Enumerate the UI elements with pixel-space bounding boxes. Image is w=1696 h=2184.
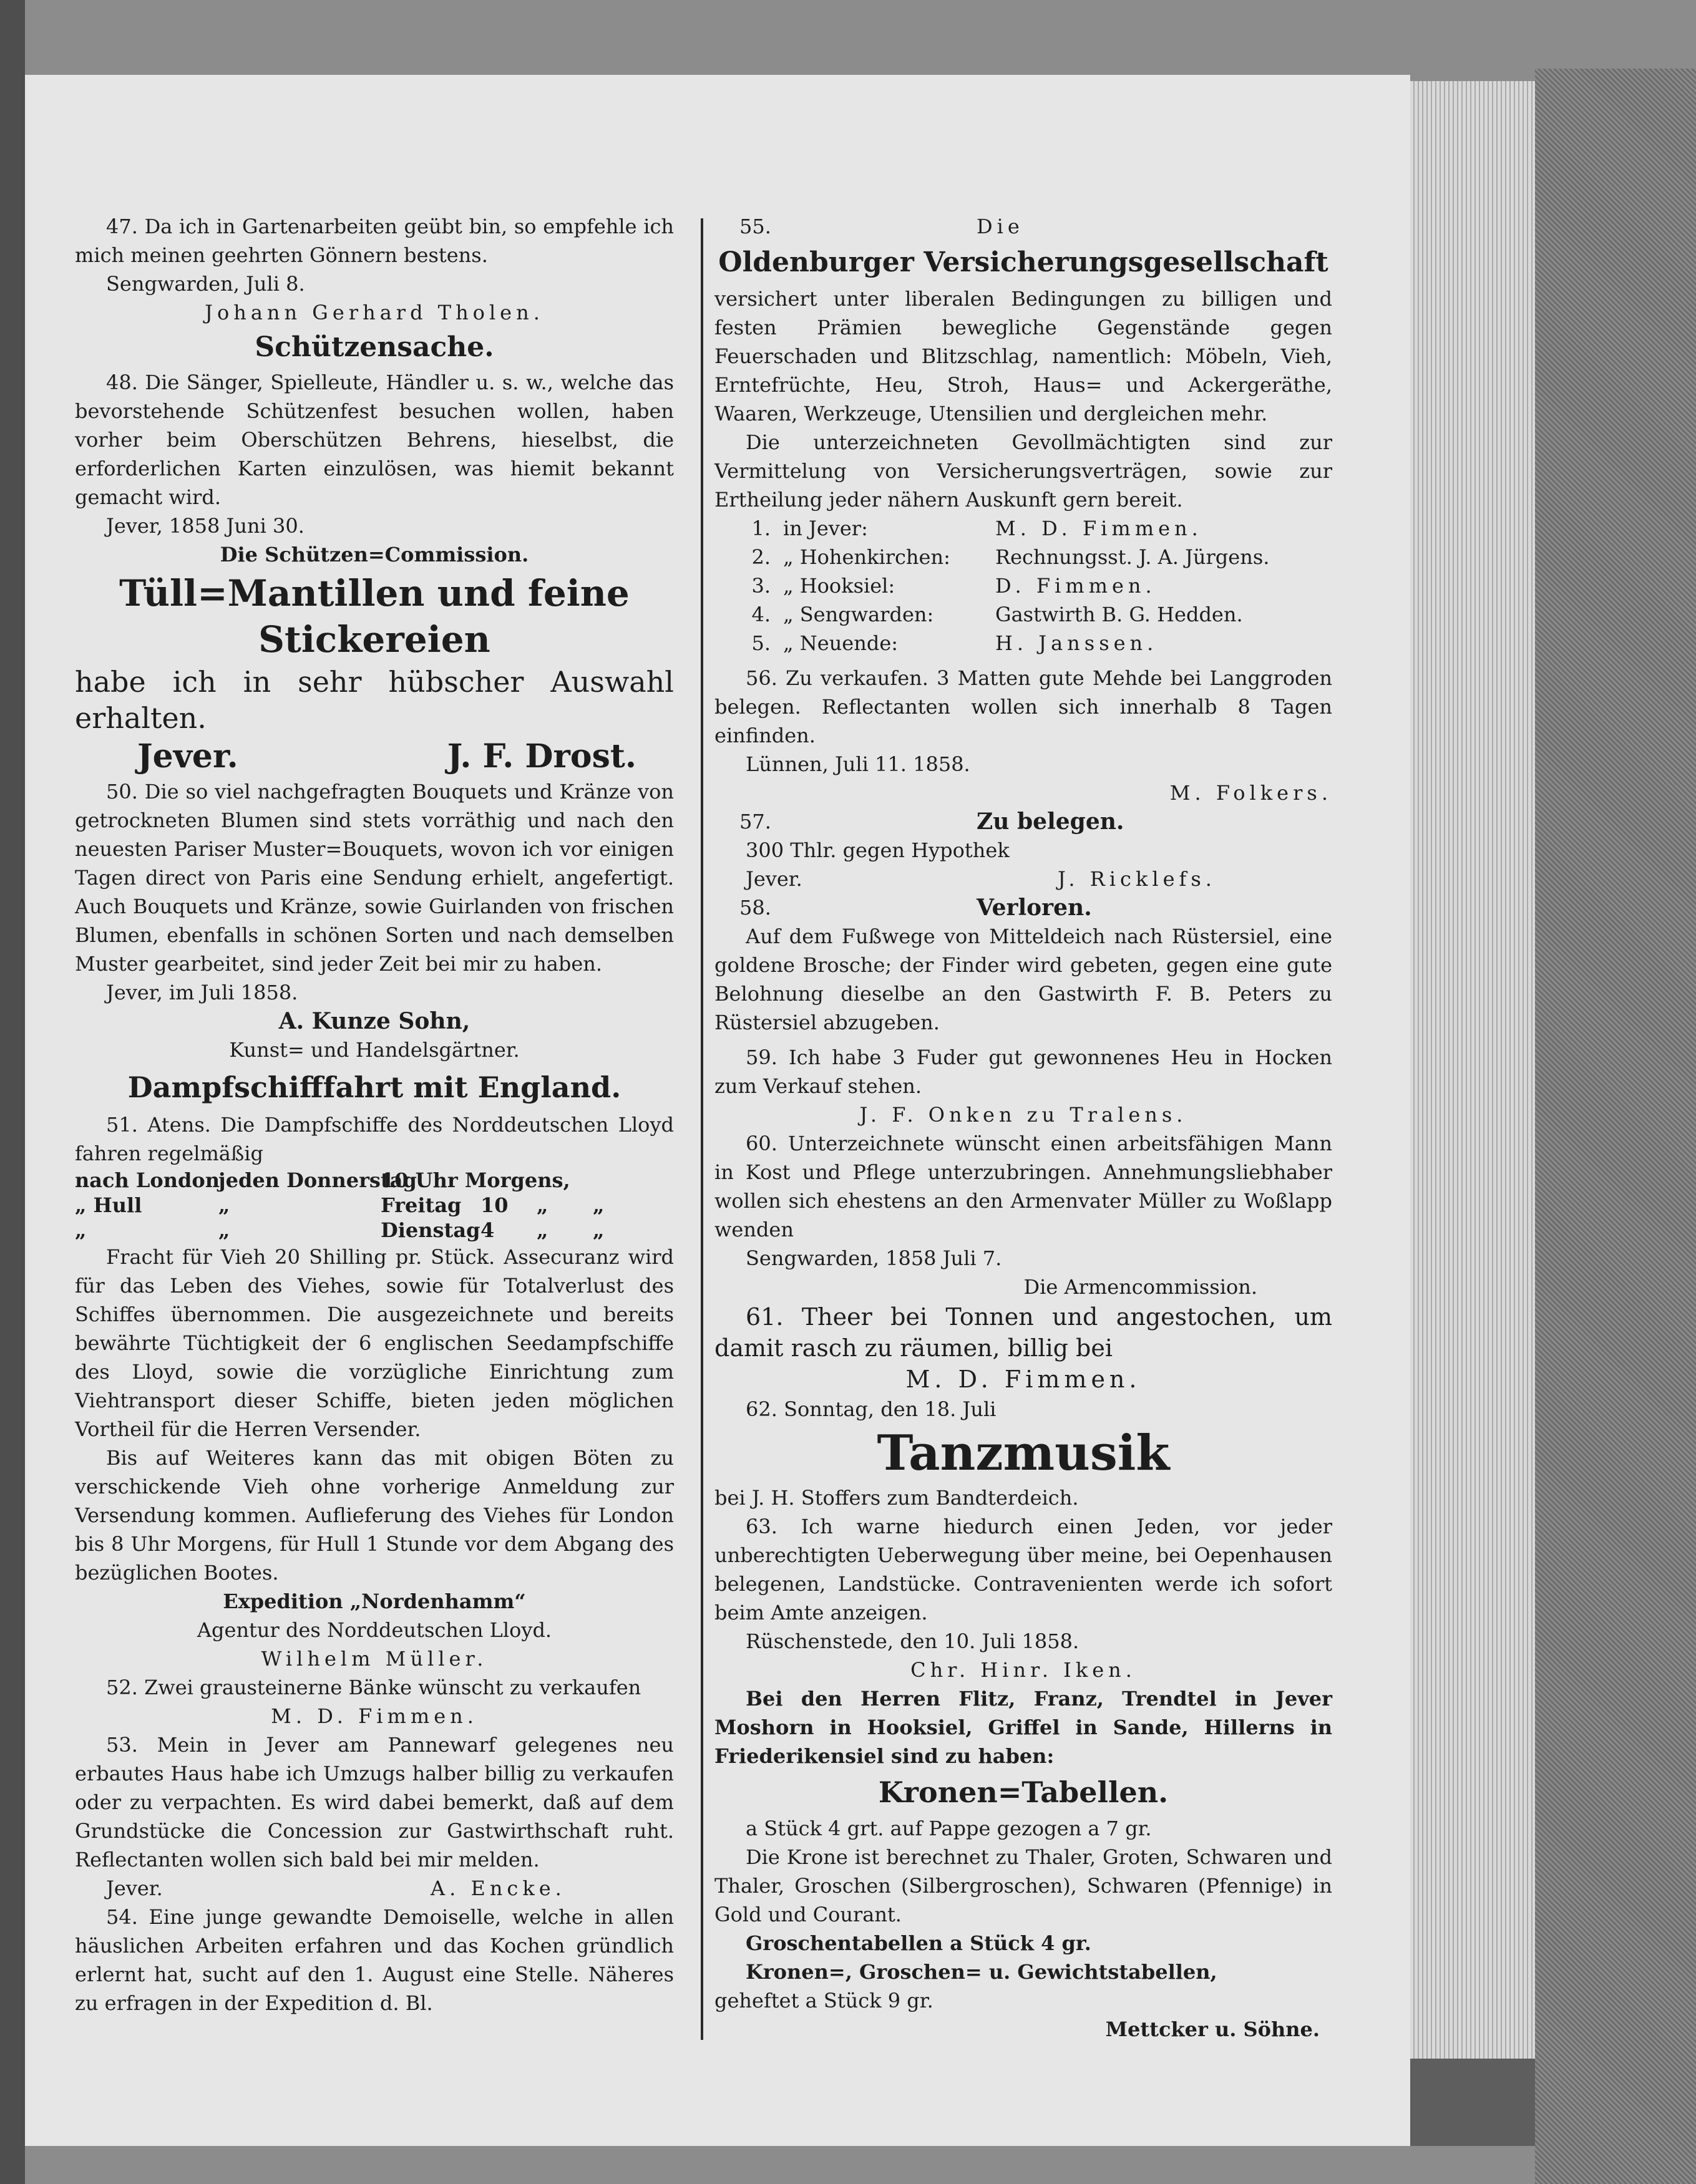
ad-text: 52. Zwei grausteinerne Bänke wünscht zu verkaufen [106, 1676, 641, 1699]
ad-63 [714, 1512, 1332, 1684]
ad-text: geheftet a Stück 9 gr. [714, 1989, 933, 2012]
ad-55 [714, 212, 1332, 658]
agent-row: 1. in Jever: M. D. Fimmen. [751, 517, 1202, 540]
ad-text: 54. Eine junge gewandte Demoiselle, welche in allen häuslichen Arbeiten erfahren und das Kochen gründlich erlernt hat, sucht auf den 1. August eine Stelle. Näheres zu erfragen in der Expedition d. Bl. [75, 1905, 674, 2015]
book-cover [1535, 69, 1696, 2184]
ad-text: 53. Mein in Jever am Pannewarf gelegenes neu erbautes Haus habe ich Umzugs halber billig zu verkaufen oder zu verpachten. Es wird dabei bemerkt, daß auf dem Grundstücke die Concession zur Gastwirthschaft ruht. Reflectanten wollen sich bald bei mir melden. [75, 1733, 674, 1871]
ad-text: 48. Die Sänger, Spielleute, Händler u. s. w., welche das bevorstehende Schützenfest besuchen wollen, haben vorher beim Oberschützen Behrens, hieselbst, die erforderlichen Karten einzulösen, was hiemit bekannt gemacht wird. [75, 371, 674, 509]
ad-signature: M. D. Fimmen. [905, 1366, 1141, 1393]
ad-die: Die [977, 215, 1024, 238]
newspaper-page [25, 75, 1410, 2146]
ad-60 [714, 1129, 1332, 1301]
ad-59 [714, 1043, 1332, 1129]
ad-text: 47. Da ich in Gartenarbeiten geübt bin, so empfehle ich mich meinen geehrten Gönnern bestens. [75, 215, 674, 267]
page-stack-edge [1410, 81, 1535, 2065]
ad-47 [75, 212, 674, 327]
ad-53 [75, 1730, 674, 1903]
ship-schedule [75, 1168, 674, 1243]
ad-heading: Zu belegen. [977, 808, 1124, 835]
ad-place: Sengwarden, Juli 8. [106, 272, 305, 296]
ad-heading: Dampfschifffahrt mit England. [127, 1070, 621, 1104]
ad-57 [714, 807, 1332, 893]
right-column [714, 212, 1332, 2044]
ad-heading: Oldenburger Versicherungsgesellschaft [718, 246, 1328, 278]
ad-54 [75, 1903, 674, 2017]
ad-text: Kronen=, Groschen= u. Gewichtstabellen, [746, 1960, 1217, 1984]
ad-text: 50. Die so viel nachgefragten Bouquets und Kränze von getrockneten Blumen sind stets vorräthig und nach den neuesten Pariser Muster=Bouquets, wovon ich vor einigen Tagen direct von Paris eine Sendung erhielt, angefertigt. Auch Bouquets und Kränze, sowie Guirlanden von frischen Blumen, ebenfalls in schönen Sorten und nach demselben Muster gearbeitet, sind jeder Zeit bei mir zu haben. [75, 780, 674, 976]
ad-signature: Chr. Hinr. Iken. [910, 1658, 1136, 1682]
agent-row: 2. „ Hohenkirchen: Rechnungsst. J. A. Jürgens. [751, 545, 1270, 569]
ad-signature: Agentur des Norddeutschen Lloyd. [197, 1618, 552, 1642]
ad-text: Auf dem Fußwege von Mitteldeich nach Rüstersiel, eine goldene Brosche; der Finder wird gebeten, gegen eine gute Belohnung dieselbe an den Gastwirth F. B. Peters zu Rüstersiel abzugeben. [714, 925, 1332, 1034]
left-column [75, 212, 674, 2017]
ad-heading: Kronen=Tabellen. [878, 1775, 1169, 1809]
agent-row: 3. „ Hooksiel: D. Fimmen. [751, 574, 1156, 598]
ad-51 [75, 1067, 674, 1673]
ad-heading: Schützensache. [255, 331, 494, 363]
schedule-row: „ Hull „ Freitag 10 „ „ [75, 1193, 605, 1217]
ad-place: Jever, im Juli 1858. [106, 981, 298, 1004]
ad-signature: M. D. Fimmen. [271, 1704, 478, 1728]
schedule-row: „ „ Dienstag 4 „ „ [75, 1218, 605, 1242]
ad-text: 62. Sonntag, den 18. Juli [746, 1397, 997, 1421]
agent-row: 4. „ Sengwarden: Gastwirth B. G. Hedden. [751, 603, 1243, 626]
ad-signature: J. F. Drost. [447, 737, 636, 775]
ad-heading: Stickereien [258, 618, 490, 661]
ad-signature: Johann Gerhard Tholen. [205, 301, 544, 324]
ad-signature: Die Armencommission. [1023, 1275, 1257, 1299]
ad-number: 58. [739, 896, 771, 920]
ad-58 [714, 893, 1332, 1037]
ad-signature: Die Schützen=Commission. [220, 543, 529, 566]
agent-row: 5. „ Neuende: H. Janssen. [751, 631, 1158, 655]
ad-number: 55. [739, 215, 771, 238]
ad-signature: M. Folkers. [1169, 781, 1332, 805]
ad-place: Jever. [106, 1876, 163, 1900]
column-rule [701, 218, 703, 2040]
ad-text: Groschentabellen a Stück 4 gr. [746, 1931, 1091, 1955]
ad-text: 56. Zu verkaufen. 3 Matten gute Mehde bei Langgroden belegen. Reflectanten wollen sich innerhalb 8 Tagen einfinden. [714, 666, 1332, 747]
ad-text: 63. Ich warne hiedurch einen Jeden, vor jeder unberechtigten Ueberwegung über meine, bei Oepenhausen belegenen, Landstücke. Contravenienten werde ich sofort beim Amte anzeigen. [714, 1515, 1332, 1624]
ad-signature: Mettcker u. Söhne. [1105, 2017, 1320, 2041]
agent-list [714, 514, 1332, 658]
ad-signature: Expedition „Nordenhamm“ [223, 1589, 526, 1613]
ad-text: Fracht für Vieh 20 Shilling pr. Stück. Assecuranz wird für das Leben des Viehes, sowie für Totalverlust des Schiffes übernommen. Die ausgezeichnete und bereits bewährte Tüchtigkeit der 6 englischen Seedampfschiffe des Lloyd, sowie die vorzügliche Einrichtung zum Viehtransport dieser Schiffe, bieten jeden möglichen Vortheil für die Herren Versender. [75, 1245, 674, 1441]
ad-place: Jever. [137, 737, 238, 775]
ad-52 [75, 1673, 674, 1730]
ad-place: Rüschenstede, den 10. Juli 1858. [746, 1629, 1079, 1653]
ad-signature: J. Ricklefs. [1058, 867, 1216, 891]
ad-place: Jever, 1858 Juni 30. [106, 514, 305, 538]
ad-text: versichert unter liberalen Bedingungen zu billigen und festen Prämien bewegliche Gegenstände gegen Feuerschaden und Blitzschlag, namentlich: Möbeln, Vieh, Erntefrüchte, Heu, Stroh, Haus= und Ackergeräthe, Waaren, Werkzeuge, Utensilien und dergleichen mehr. [714, 287, 1332, 425]
ad-text: 61. Theer bei Tonnen und angestochen, um damit rasch zu räumen, billig bei [714, 1303, 1332, 1362]
ad-text: 59. Ich habe 3 Fuder gut gewonnenes Heu in Hocken zum Verkauf stehen. [714, 1046, 1332, 1098]
ad-text: bei J. H. Stoffers zum Bandterdeich. [714, 1486, 1079, 1510]
ad-text: Die unterzeichneten Gevollmächtigten sind zur Vermittelung von Versicherungsverträgen, sowie zur Ertheilung jeder nähern Auskunft gern bereit. [714, 430, 1332, 512]
ad-signature: J. F. Onken zu Tralens. [859, 1103, 1187, 1127]
schedule-row: nach London jeden Donnerstag 10 Uhr Morgens, [75, 1168, 570, 1192]
ad-64 [714, 1684, 1332, 2044]
ad-48 [75, 329, 674, 569]
ad-text: Die Krone ist berechnet zu Thaler, Groten, Schwaren und Thaler, Groschen (Silbergroschen), Schwaren (Pfennige) in Gold und Courant. [714, 1845, 1332, 1926]
ad-heading: Tanzmusik [877, 1425, 1170, 1482]
ad-text: Bei den Herren Flitz, Franz, Trendtel in Jever Moshorn in Hooksiel, Griffel in Sande, Hillerns in Friederikensiel sind zu haben: [714, 1687, 1332, 1768]
ad-place: Lünnen, Juli 11. 1858. [746, 752, 970, 776]
ad-50 [75, 777, 674, 1064]
ad-62 [714, 1395, 1332, 1512]
ad-text: 300 Thlr. gegen Hypothek [746, 838, 1010, 862]
ad-signature: A. Encke. [431, 1876, 566, 1900]
ad-signature: A. Kunze Sohn, [278, 1008, 470, 1034]
ad-place: Jever. [746, 867, 802, 891]
ad-text: a Stück 4 grt. auf Pappe gezogen a 7 gr. [746, 1817, 1152, 1840]
ad-signature: Wilhelm Müller. [261, 1647, 488, 1671]
ad-text: Bis auf Weiteres kann das mit obigen Böten zu verschickende Vieh ohne vorherige Anmeldung zur Versendung kommen. Auflieferung des Viehes für London bis 8 Uhr Morgens, für Hull 1 Stunde vor dem Abgang des bezüglichen Bootes. [75, 1446, 674, 1585]
ad-heading: Verloren. [977, 895, 1092, 921]
page-stack-bottom [1398, 2059, 1541, 2146]
ad-49 [75, 571, 674, 777]
ad-text: 51. Atens. Die Dampfschiffe des Norddeutschen Lloyd fahren regelmäßig [75, 1113, 674, 1165]
ad-56 [714, 664, 1332, 807]
ad-number: 57. [739, 810, 771, 833]
ad-text: 60. Unterzeichnete wünscht einen arbeitsfähigen Mann in Kost und Pflege unterzubringen. Annehmungsliebhaber wollen sich ehestens an den Armenvater Müller zu Woßlapp wenden [714, 1132, 1332, 1241]
scan-left-edge [0, 0, 25, 2184]
ad-heading: Tüll=Mantillen und feine [119, 572, 630, 614]
ad-place: Sengwarden, 1858 Juli 7. [746, 1246, 1002, 1270]
ad-61 [714, 1301, 1332, 1395]
ad-text: habe ich in sehr hübscher Auswahl erhalten. [75, 665, 674, 735]
ad-subline: Kunst= und Handelsgärtner. [229, 1038, 520, 1062]
